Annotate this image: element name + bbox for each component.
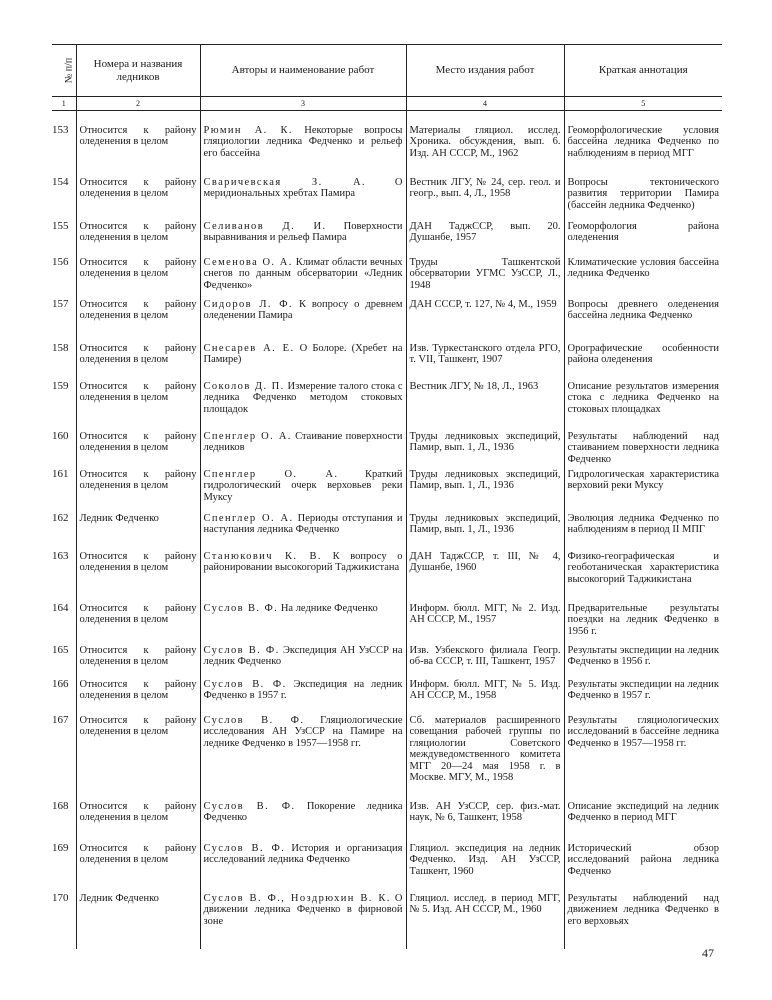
header-authors: Авторы и наименование работ [200, 45, 406, 97]
row-number: 167 [52, 715, 69, 726]
glacier-cell: Относится к району оледенения в целом [76, 177, 200, 221]
author-name: Спенглер О. А. [203, 513, 294, 524]
author-cell [200, 679, 406, 715]
table-row [52, 221, 722, 257]
place-cell: Труды Ташкентской обсерватории УГМС УзССР, Л., 1948 [406, 257, 564, 299]
author-name: Селиванов Д. И. [203, 221, 327, 232]
work-title: Климат области вечных снегов по данным обсерватории «Ледник Федченко» [203, 257, 403, 291]
glacier-cell: Относится к району оледенения в целом [76, 125, 200, 177]
author-name: Суслов В. Ф. [203, 843, 286, 854]
author-cell [200, 893, 406, 949]
glacier-cell: Относится к району оледенения в целом [76, 221, 200, 257]
work-title: Некоторые вопросы гляциологии ледника Федченко и рельеф его бассейна [203, 125, 403, 159]
glacier-cell: Ледник Федченко [76, 893, 200, 949]
glacier-cell: Относится к району оледенения в целом [76, 431, 200, 469]
column-number: 4 [406, 97, 564, 111]
glacier-cell: Относится к району оледенения в целом [76, 299, 200, 343]
table-row [52, 603, 722, 645]
glacier-cell: Ледник Федченко [76, 513, 200, 551]
author-name: Сидоров Л. Ф. [203, 299, 293, 310]
place-cell: Изв. Узбекского филиала Геогр. об-ва СССР, т. III, Ташкент, 1957 [406, 645, 564, 679]
place-cell: Изв. Туркестанского отдела РГО, т. VII, Ташкент, 1907 [406, 343, 564, 381]
work-title: К вопросу о древнем оледенении Памира [203, 299, 403, 322]
author-cell [200, 431, 406, 469]
column-number-row [52, 97, 722, 111]
author-cell [200, 257, 406, 299]
table-row [52, 645, 722, 679]
row-number: 170 [52, 893, 69, 904]
row-number: 155 [52, 221, 69, 232]
work-title: Измерение талого стока с ледника Федченко методом стоковых площадок [203, 381, 403, 415]
annotation-cell: Результаты экспедиции на ледник Федченко в 1957 г. [564, 679, 722, 715]
header-glaciers: Номера и названия ледников [76, 45, 200, 97]
place-cell: Вестник ЛГУ, № 18, Л., 1963 [406, 381, 564, 431]
place-cell: Изв. АН УзССР, сер. физ.-мат. наук, № 6, Ташкент, 1958 [406, 801, 564, 843]
place-cell: Гляциол. экспедиция на ледник Федченко. Изд. АН УзССР, Ташкент, 1960 [406, 843, 564, 893]
author-name: Соколов Д. П. [203, 381, 285, 392]
work-title: О движении ледника Федченко в фирновой зоне [203, 893, 403, 927]
work-title: Экспедиция на ледник Федченко в 1957 г. [203, 679, 403, 702]
author-name: Суслов В. Ф. [203, 801, 296, 812]
table-row [52, 125, 722, 177]
table-row [52, 257, 722, 299]
author-name: Станюкович К. В. [203, 551, 322, 562]
place-cell: Информ. бюлл. МГГ, № 5. Изд. АН СССР, М., 1958 [406, 679, 564, 715]
author-name: Рюмин А. К. [203, 125, 293, 136]
annotation-cell: Геоморфология района оледенения [564, 221, 722, 257]
glacier-cell: Относится к району оледенения в целом [76, 343, 200, 381]
place-cell: Информ. бюлл. МГГ, № 2. Изд. АН СССР, М., 1957 [406, 603, 564, 645]
row-number: 161 [52, 469, 69, 480]
work-title: О меридиональных хребтах Памира [203, 177, 403, 200]
table-row [52, 381, 722, 431]
annotation-cell: Результаты наблюдений над стаиванием поверхности ледника Федченко [564, 431, 722, 469]
annotation-cell: Описание результатов измерения стока с ледника Федченко на стоковых площадках [564, 381, 722, 431]
row-number: 159 [52, 381, 69, 392]
author-cell [200, 843, 406, 893]
row-number: 163 [52, 551, 69, 562]
author-cell [200, 801, 406, 843]
annotation-cell: Результаты гляциологических исследований в бассейне ледника Федченко в 1957—1958 гг. [564, 715, 722, 801]
row-number: 164 [52, 603, 69, 614]
annotation-cell: Орографические особенности района оледенения [564, 343, 722, 381]
glacier-cell: Относится к району оледенения в целом [76, 469, 200, 513]
row-number: 156 [52, 257, 69, 268]
work-title: Периоды отступания и наступания ледника Федченко [203, 513, 403, 536]
table-body [52, 111, 722, 950]
bibliography-table [52, 44, 722, 949]
annotation-cell: Результаты наблюдений над движением ледника Федченко в его верховьях [564, 893, 722, 949]
glacier-cell: Относится к району оледенения в целом [76, 843, 200, 893]
author-name: Семенова О. А. [203, 257, 293, 268]
row-number: 157 [52, 299, 69, 310]
work-title: Экспедиция АН УзССР на ледник Федченко [203, 645, 403, 668]
annotation-cell: Предварительные результаты поездки на ледник Федченко в 1956 г. [564, 603, 722, 645]
column-number: 5 [564, 97, 722, 111]
place-cell: ДАН ТаджССР, вып. 20. Душанбе, 1957 [406, 221, 564, 257]
author-cell [200, 381, 406, 431]
column-number: 2 [76, 97, 200, 111]
work-title: К вопросу о районировании высокогорий Таджикистана [203, 551, 403, 574]
glacier-cell: Относится к району оледенения в целом [76, 381, 200, 431]
author-cell [200, 177, 406, 221]
row-number: 162 [52, 513, 69, 524]
work-title: О Болоре. (Хребет на Памире) [203, 343, 403, 366]
author-name: Суслов В. Ф. [203, 679, 287, 690]
place-cell: Вестник ЛГУ, № 24, сер. геол. и геогр., вып. 4, Л., 1958 [406, 177, 564, 221]
row-number: 169 [52, 843, 69, 854]
place-cell: Гляциол. исслед. в период МГГ, № 5. Изд. АН СССР, М., 1960 [406, 893, 564, 949]
annotation-cell: Исторический обзор исследований района ледника Федченко [564, 843, 722, 893]
place-cell: ДАН ТаджССР, т. III, № 4, Душанбе, 1960 [406, 551, 564, 603]
author-cell [200, 469, 406, 513]
table-row [52, 551, 722, 603]
table-row [52, 343, 722, 381]
work-title: Краткий гидрологический очерк верховьев реки Муксу [203, 469, 403, 503]
table-row [52, 431, 722, 469]
annotation-cell: Описание экспедиций на ледник Федченко в период МГГ [564, 801, 722, 843]
author-name: Суслов В. Ф. [203, 715, 305, 726]
annotation-cell: Вопросы тектонического развития территории Памира (бассейн ледника Федченко) [564, 177, 722, 221]
row-number: 166 [52, 679, 69, 690]
page-number: 47 [702, 946, 714, 960]
table-row [52, 715, 722, 801]
glacier-cell: Относится к району оледенения в целом [76, 603, 200, 645]
table-row [52, 843, 722, 893]
header-place: Место издания работ [406, 45, 564, 97]
table-row [52, 893, 722, 949]
author-cell [200, 125, 406, 177]
column-number: 1 [52, 97, 76, 111]
place-cell: Труды ледниковых экспедиций, Памир, вып. 1, Л., 1936 [406, 513, 564, 551]
work-title: История и организация исследований ледника Федченко [203, 843, 403, 866]
author-cell [200, 715, 406, 801]
annotation-cell: Результаты экспедиции на ледник Федченко в 1956 г. [564, 645, 722, 679]
work-title: Гляциологические исследования АН УзССР на Памире на леднике Федченко в 1957—1958 гг. [203, 715, 403, 749]
place-cell: Сб. материалов расширенного совещания рабочей группы по гляциологии Советского междуведомственного комитета МГГ 20—24 мая 1958 г. в Москве. МГУ, М., 1958 [406, 715, 564, 801]
table-row [52, 513, 722, 551]
row-number: 160 [52, 431, 69, 442]
place-cell: Труды ледниковых экспедиций, Памир, вып. 1, Л., 1936 [406, 469, 564, 513]
annotation-cell: Климатические условия бассейна ледника Федченко [564, 257, 722, 299]
author-cell [200, 299, 406, 343]
work-title: Покорение ледника Федченко [203, 801, 403, 824]
header-row [52, 45, 722, 97]
author-name: Сваричевская З. А. [203, 177, 366, 188]
row-number: 168 [52, 801, 69, 812]
author-name: Снесарев А. Е. [203, 343, 295, 354]
author-name: Суслов В. Ф., Ноздрюхин В. К. [203, 893, 391, 904]
work-title: На леднике Федченко [280, 603, 378, 614]
glacier-cell: Относится к району оледенения в целом [76, 257, 200, 299]
annotation-cell: Геоморфологические условия бассейна ледника Федченко по наблюдениям в период МГГ [564, 125, 722, 177]
author-name: Суслов В. Ф. [203, 645, 280, 656]
place-cell: Материалы гляциол. исслед. Хроника. обсуждения, вып. 6. Изд. АН СССР, М., 1962 [406, 125, 564, 177]
table-row [52, 177, 722, 221]
table-row [52, 679, 722, 715]
glacier-cell: Относится к району оледенения в целом [76, 679, 200, 715]
table-row [52, 299, 722, 343]
author-cell [200, 551, 406, 603]
author-cell [200, 513, 406, 551]
glacier-cell: Относится к району оледенения в целом [76, 551, 200, 603]
table-row [52, 469, 722, 513]
place-cell: Труды ледниковых экспедиций, Памир, вып. 1, Л., 1936 [406, 431, 564, 469]
row-number: 165 [52, 645, 69, 656]
author-name: Суслов В. Ф. [203, 603, 279, 614]
annotation-cell: Физико-географическая и геоботаническая характеристика высокогорий Таджикистана [564, 551, 722, 603]
work-title: Поверхности выравнивания и рельеф Памира [203, 221, 403, 244]
author-cell [200, 221, 406, 257]
work-title: Стаивание поверхности ледников [203, 431, 403, 454]
annotation-cell: Эволюция ледника Федченко по наблюдениям в период II МПГ [564, 513, 722, 551]
glacier-cell: Относится к району оледенения в целом [76, 715, 200, 801]
row-number: 158 [52, 343, 69, 354]
annotation-cell: Вопросы древнего оледенения бассейна ледника Федченко [564, 299, 722, 343]
header-num: № п/п [52, 45, 76, 97]
author-cell [200, 603, 406, 645]
glacier-cell: Относится к району оледенения в целом [76, 801, 200, 843]
column-number: 3 [200, 97, 406, 111]
table-row [52, 801, 722, 843]
author-name: Спенглер О. А. [203, 431, 292, 442]
glacier-cell: Относится к району оледенения в целом [76, 645, 200, 679]
author-cell [200, 645, 406, 679]
author-name: Спенглер О. А. [203, 469, 339, 480]
annotation-cell: Гидрологическая характеристика верховий реки Муксу [564, 469, 722, 513]
row-number: 153 [52, 125, 69, 136]
row-number: 154 [52, 177, 69, 188]
author-cell [200, 343, 406, 381]
header-annotation: Краткая аннотация [564, 45, 722, 97]
place-cell: ДАН СССР, т. 127, № 4, М., 1959 [406, 299, 564, 343]
